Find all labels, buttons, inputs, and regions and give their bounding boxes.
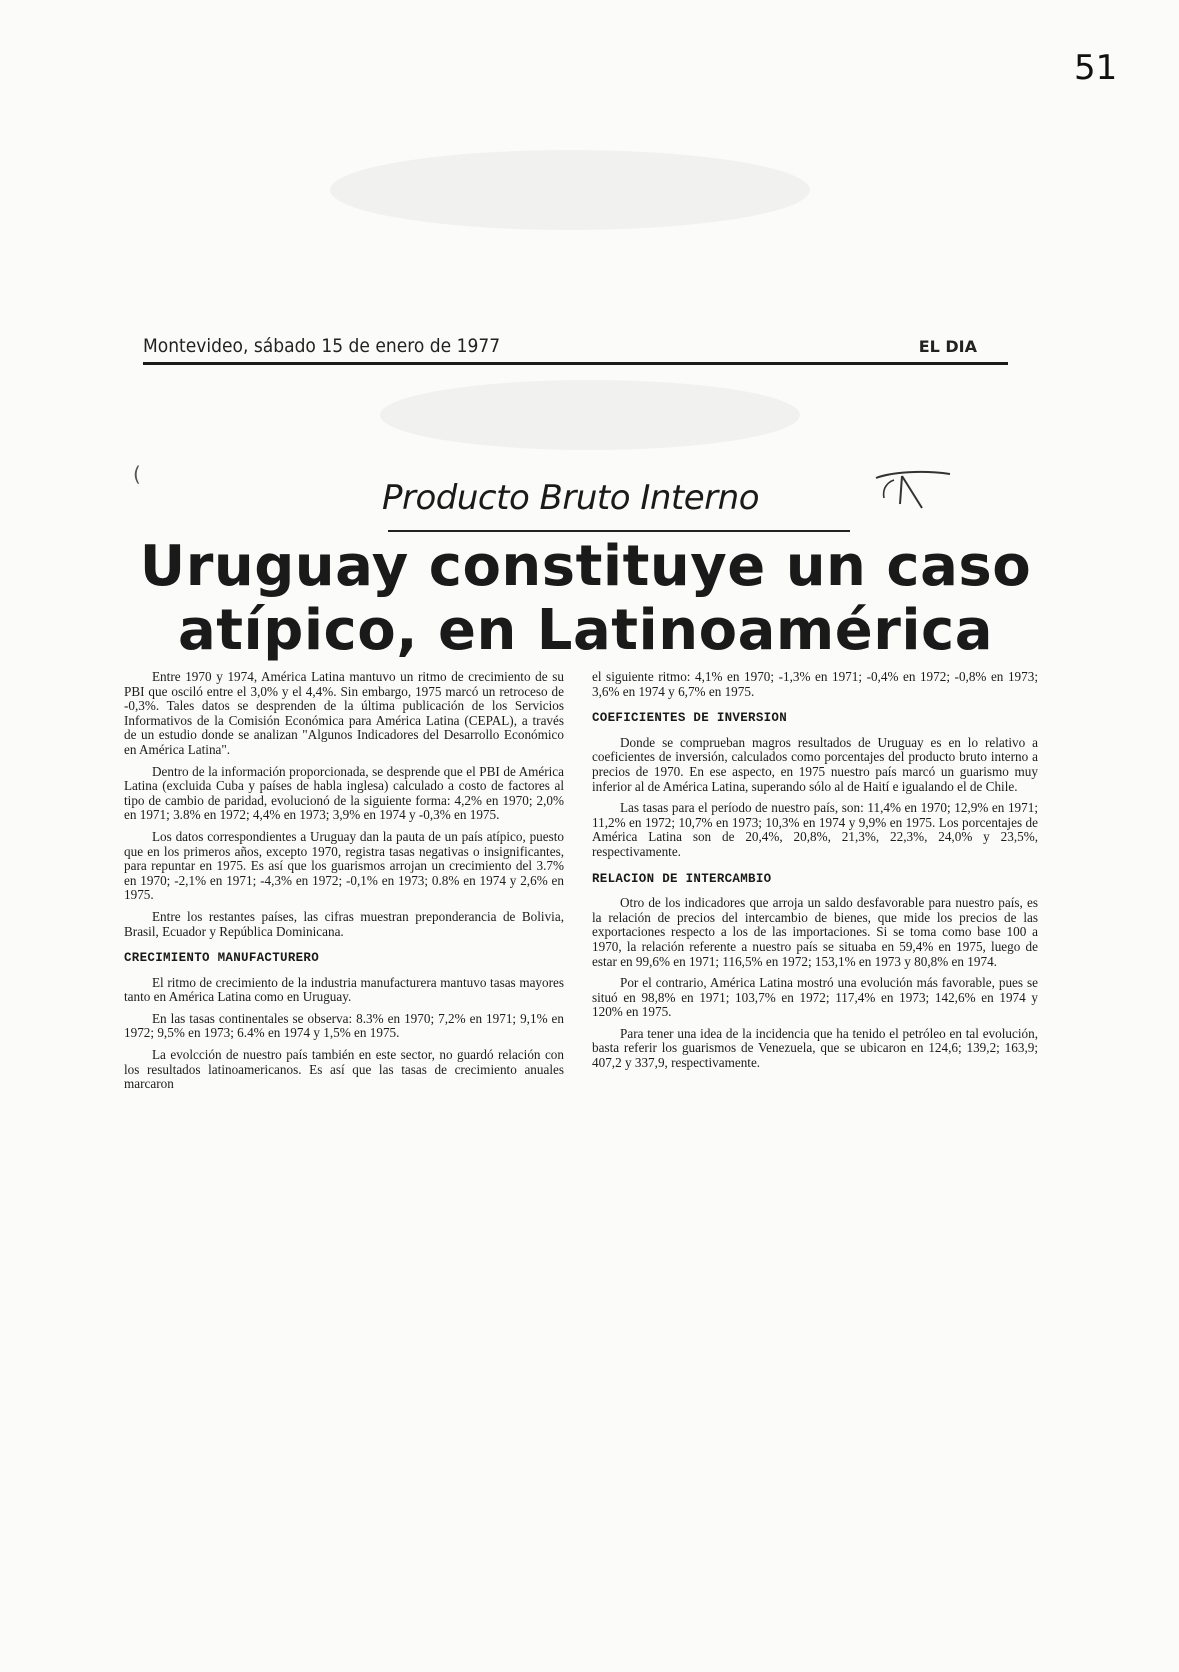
page-number: 51 [1074,48,1118,88]
paragraph: Por el contrario, América Latina mostró una evolución más favorable, pues se situó en 98,8% en 1971; 103,7% en 1972; 117,4% en 1973; 142,6% en 1974 y 120% en 1975. [592,975,1038,1020]
kicker-underline [388,530,850,532]
paragraph: Entre los restantes países, las cifras muestran preponderancia de Bolivia, Brasil, Ecuador y República Dominicana. [124,908,564,939]
publication-date: Montevideo, sábado 15 de enero de 1977 [143,335,501,357]
paragraph: el siguiente ritmo: 4,1% en 1970; -1,3% en 1971; -0,4% en 1972; -0,8% en 1973; 3,6% en 1974 y 6,7% en 1975. [592,669,1038,699]
paragraph: El ritmo de crecimiento de la industria manufacturera mantuvo tasas mayores tanto en América Latina como en Uruguay. [124,974,564,1005]
headline-line-1: Uruguay constituye un caso [139,534,1032,599]
dateline [143,335,1003,365]
handwritten-pen-mark [872,468,952,528]
scan-smudge [380,380,800,450]
paragraph: En las tasas continentales se observa: 8.3% en 1970; 7,2% en 1971; 9,1% en 1972; 9,5% en 1973; 6.4% en 1974 y 1,5% en 1975. [124,1010,564,1041]
paragraph: Entre 1970 y 1974, América Latina mantuvo un ritmo de crecimiento de su PBI que osciló entre el 3,0% y el 4,4%. Sin embargo, 1975 marcó un retroceso de -0,3%. Tales datos se desprenden de la última publicación de los Servicios Informativos de la Comisión Económica para América Latina (CEPAL), a través de un estudio donde se analizan "Algunos Indicadores del Desarrollo Económico en América Latina". [124,669,564,757]
paragraph: Para tener una idea de la incidencia que ha tenido el petróleo en tal evolución, basta referir los guarismos de Venezuela, que se ubicaron en 124,6; 139,2; 163,9; 407,2 y 337,9, respectivamente. [592,1025,1038,1071]
section-heading-relacion: RELACION DE INTERCAMBIO [592,871,772,886]
paragraph: La evolcción de nuestro país también en este sector, no guardó relación con los resultados latinoamericanos. Es así que las tasas de crecimiento anuales marcaron [124,1047,564,1092]
article-headline [128,535,1043,663]
paragraph: Dentro de la información proporcionada, se desprende que el PBI de América Latina (excluida Cuba y países de habla inglesa) calculado a costo de factores al tipo de cambio de paridad, evolucionó de la siguiente forma: 4,2% en 1970; 2,0% en 1971; 3.8% en 1972; 4,4% en 1973; 3,9% en 1974 y -0,3% en 1975. [124,763,564,823]
paragraph: Las tasas para el período de nuestro país, son: 11,4% en 1970; 12,9% en 1971; 11,2% en 1972; 10,7% en 1973; 10,3% en 1974 y 9,9% en 1975. Los porcentajes de América Latina son de 20,4%, 20,8%, 21,3%, 22,3%, 24,0% y 23,5%, respectivamente. [592,800,1038,859]
article-right-column [592,670,1038,1078]
section-heading-coeficientes: COEFICIENTES DE INVERSION [592,711,788,726]
newspaper-masthead: EL DIA [918,337,977,356]
article-left-column [124,670,564,1099]
paragraph: Los datos correspondientes a Uruguay dan la pauta de un país atípico, puesto que en los primeros años, excepto 1970, registra tasas negativas o insignificantes, para repuntar en 1975. Es así que los guarismos arrojan un crecimiento del 3.7% en 1970; -2,1% en 1971; -4,3% en 1972; -0,1% en 1973; 0.8% en 1974 y 2,6% en 1975. [124,828,564,903]
article-kicker: Producto Bruto Interno [382,478,759,518]
paragraph: Otro de los indicadores que arroja un saldo desfavorable para nuestro país, es la relación de precios del intercambio de bienes, que mide los precios de las exportaciones respecto a los de las importaciones. Si se toma como base 100 a 1970, la relación referente a nuestro país se situaba en 59,4% en 1975, luego de estar en 99,6% en 1971; 116,5% en 1972; 153,1% en 1973 y 80,8% en 1974. [592,895,1038,969]
header-rule [143,362,1008,365]
margin-mark: ( [133,462,141,486]
scan-smudge [330,150,810,230]
paragraph: Donde se comprueban magros resultados de Uruguay es en lo relativo a coeficientes de inversión, calculados como porcentajes del producto bruto interno a precios de 1970. En ese aspecto, en 1975 nuestro país marcó un guarismo muy inferior al de América Latina, superando sólo al de Haití e igualando el de Chile. [592,734,1038,794]
section-heading-crecimiento: CRECIMIENTO MANUFACTURERO [124,951,320,966]
headline-line-2: atípico, en Latinoamérica [177,598,993,663]
